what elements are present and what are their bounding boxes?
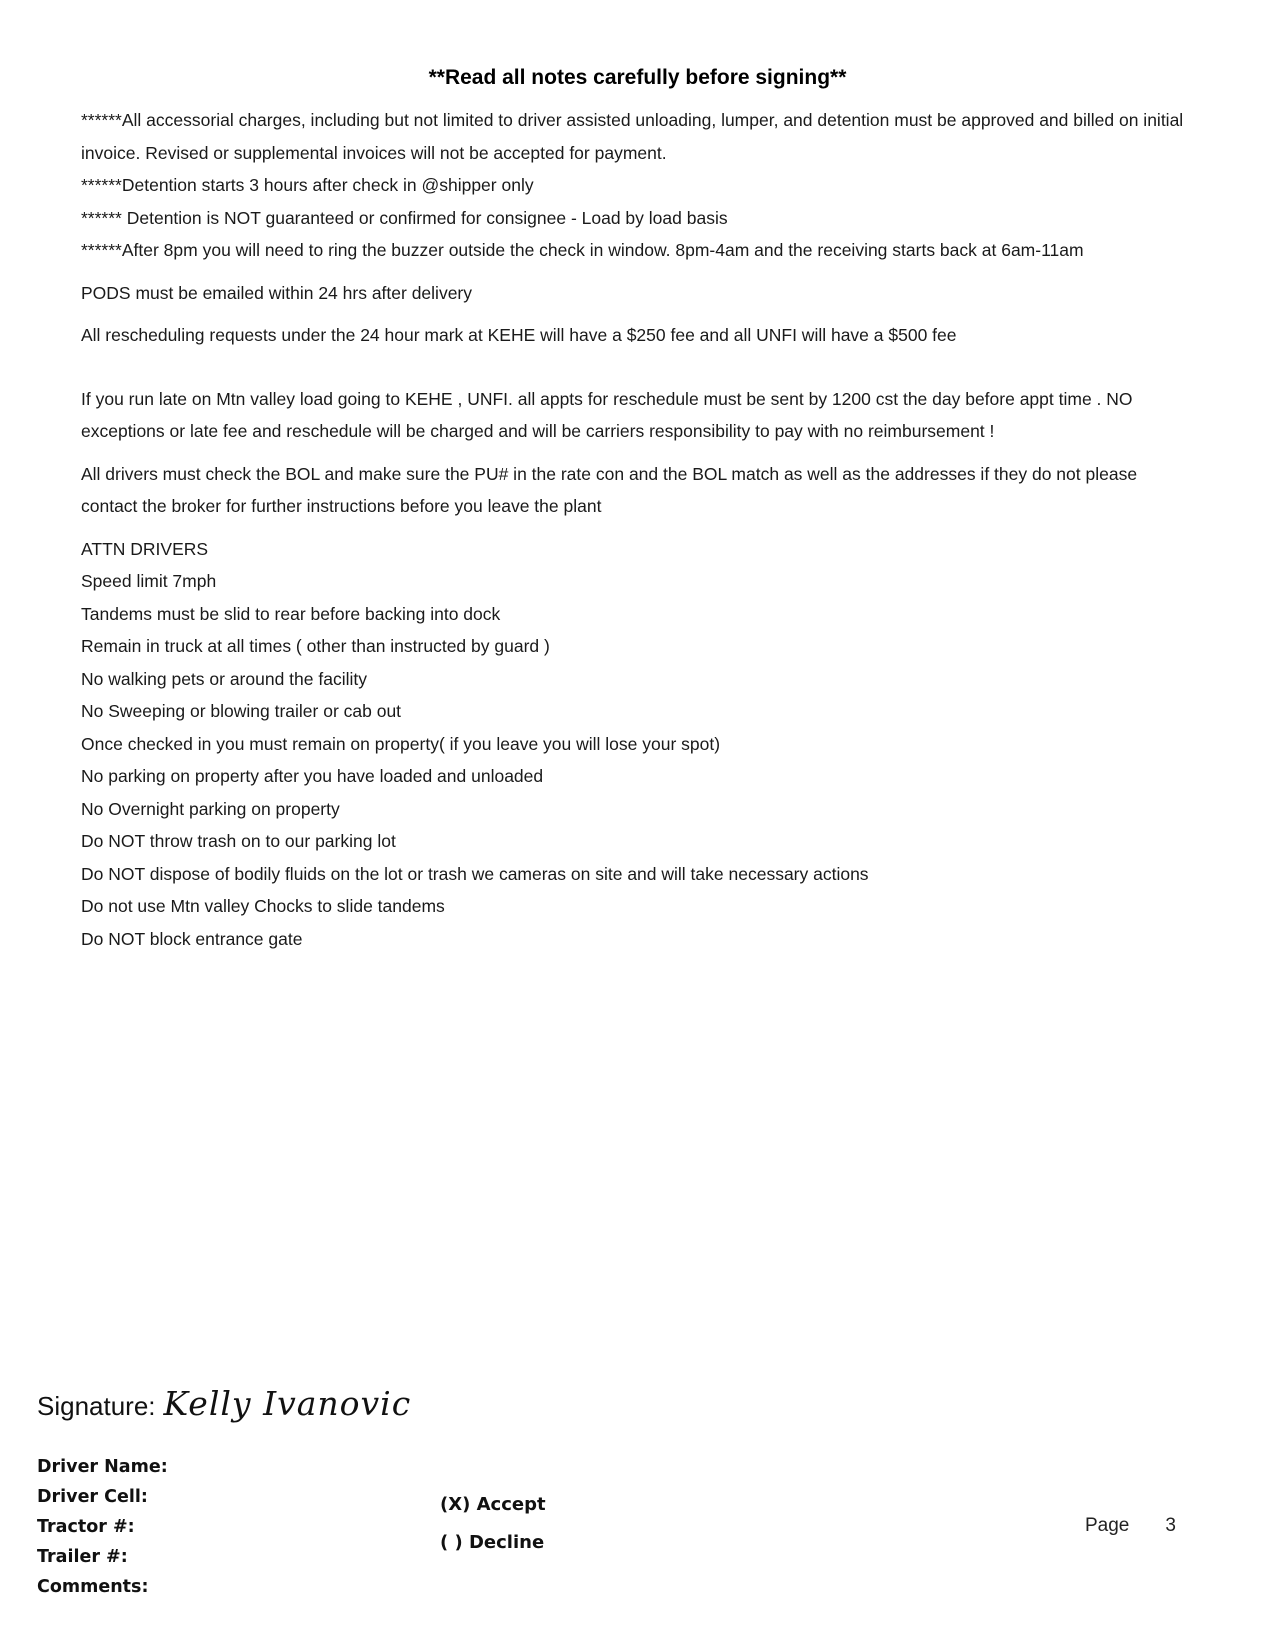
rule-item: Speed limit 7mph (81, 571, 217, 591)
rule-item: Do not use Mtn valley Chocks to slide tandems (81, 896, 445, 916)
rule-item: Once checked in you must remain on property( if you leave you will lose your spot) (81, 733, 721, 754)
note-running-late: If you run late on Mtn valley load going to KEHE , UNFI. all appts for reschedule must be sent by 1200 cst the day before appt time . NO exceptions or late fee and reschedule will be charged and will be carriers responsibility to pay with no reimbursement ! (81, 388, 1133, 441)
comments-label: Comments: (37, 1577, 149, 1597)
signature-row (37, 1384, 411, 1423)
rule-item: No Sweeping or blowing trailer or cab out (81, 701, 402, 721)
notes-section (81, 104, 1191, 955)
tractor-label: Tractor #: (37, 1517, 135, 1537)
page-label: Page (1085, 1515, 1130, 1536)
rule-item: No parking on property after you have loaded and unloaded (81, 766, 544, 786)
decline-option: ( ) Decline (440, 1532, 545, 1553)
rule-item: No walking pets or around the facility (81, 668, 367, 689)
attn-drivers-title: ATTN DRIVERS (81, 538, 209, 559)
accept-option: (X) Accept (440, 1494, 546, 1515)
rule-item: Do NOT throw trash on to our parking lot (81, 831, 396, 851)
note-detention-shipper: ******Detention starts 3 hours after check in @shipper only (81, 175, 534, 195)
page-number-value: 3 (1165, 1515, 1176, 1536)
trailer-label: Trailer #: (37, 1547, 128, 1567)
driver-name-label: Driver Name: (37, 1457, 168, 1477)
note-pods: PODS must be emailed within 24 hrs after delivery (81, 282, 472, 303)
note-accessorial: ******All accessorial charges, including but not limited to driver assisted unloading, lumper, and detention must be approved and billed on initial invoice. Revised or supplemental invoices will not be accepted for payment. (81, 110, 1184, 163)
rule-item: Remain in truck at all times ( other than instructed by guard ) (81, 636, 550, 656)
note-rescheduling-fees: All rescheduling requests under the 24 hour mark at KEHE will have a $250 fee and all UNFI will have a $500 fee (81, 325, 957, 345)
note-check-bol: All drivers must check the BOL and make sure the PU# in the rate con and the BOL match as well as the addresses if they do not please contact the broker for further instructions before you leave the plant (81, 463, 1138, 516)
note-after-8pm: ******After 8pm you will need to ring the buzzer outside the check in window. 8pm-4am and the receiving starts back at 6am-11am (81, 240, 1084, 260)
signature-handwritten: Kelly Ivanovic (163, 1384, 412, 1423)
rule-item: Tandems must be slid to rear before backing into dock (81, 603, 501, 624)
page-heading: **Read all notes carefully before signing** (428, 66, 847, 89)
attn-drivers-list (81, 533, 1191, 956)
driver-fields (37, 1452, 168, 1602)
rule-item: No Overnight parking on property (81, 798, 340, 819)
signature-label: Signature: (37, 1391, 156, 1421)
page-number (1085, 1515, 1176, 1537)
note-detention-consignee: ****** Detention is NOT guaranteed or confirmed for consignee - Load by load basis (81, 207, 728, 228)
rule-item: Do NOT dispose of bodily fluids on the lot or trash we cameras on site and will take necessary actions (81, 863, 869, 884)
rule-item: Do NOT block entrance gate (81, 928, 303, 949)
driver-cell-label: Driver Cell: (37, 1487, 148, 1507)
